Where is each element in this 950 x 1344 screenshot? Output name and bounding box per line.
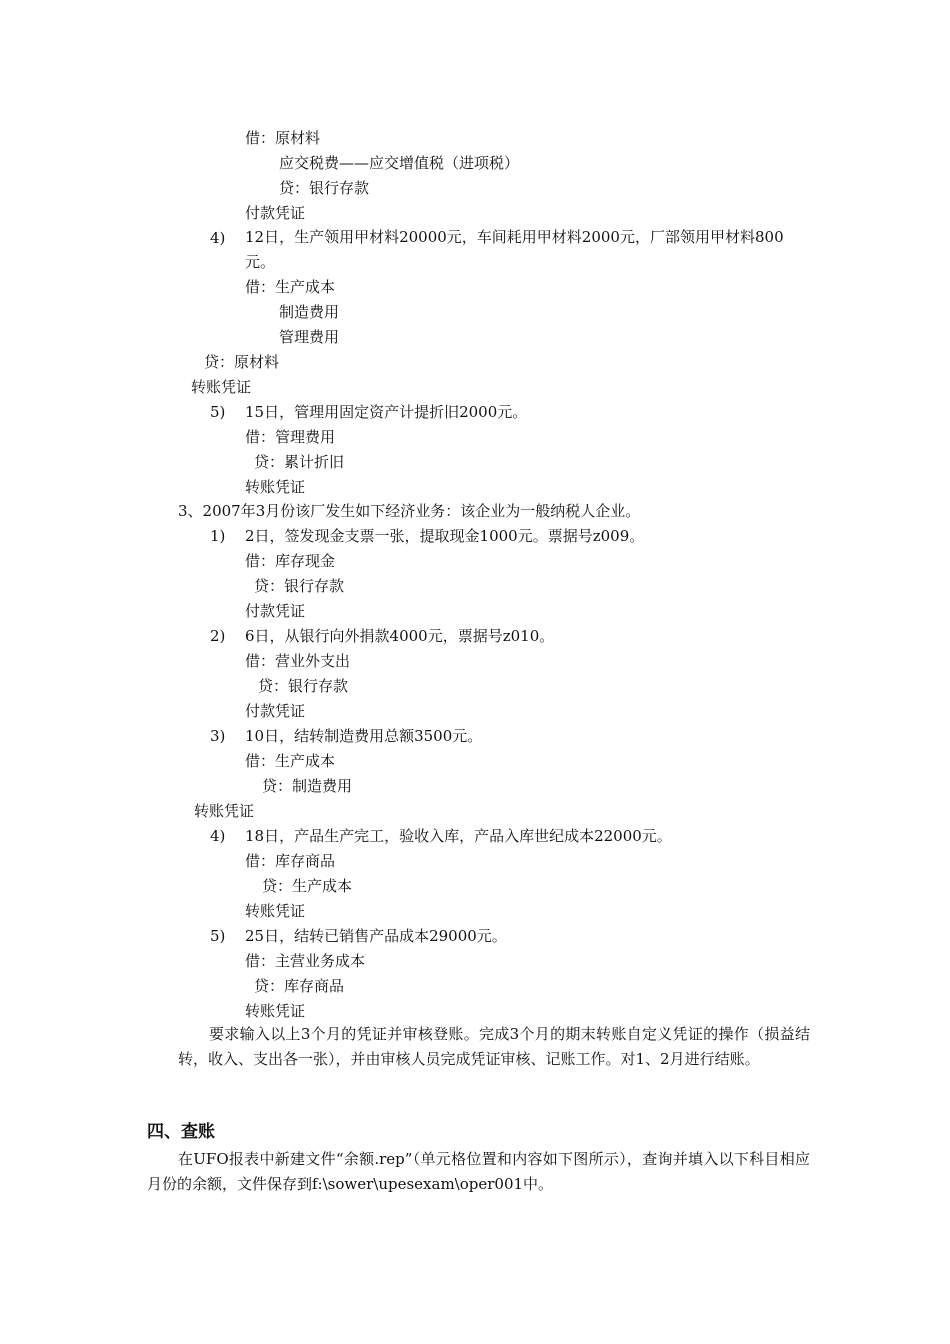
requirements-paragraph: 要求输入以上3个月的凭证并审核登账。完成3个月的期末转账自定义凭证的操作（损益结转，收入、支出各一张），并由审核人员完成凭证审核、记账工作。对1、2月进行结账。	[178, 1025, 810, 1068]
debit-line: 借：管理费用	[245, 428, 336, 446]
credit-line: 贷：制造费用	[262, 777, 353, 795]
query-paragraph: 在UFO报表中新建文件“余额.rep”（单元格位置和内容如下图所示），查询并填入以下科目相应月份的余额，文件保存到f:\sower\upesexam\oper001中。	[147, 1150, 810, 1193]
item-text: 18日，产品生产完工，验收入库，产品入库世纪成本22000元。	[245, 827, 672, 845]
item-number: 1)	[210, 527, 226, 545]
item-number: 4)	[210, 229, 226, 247]
credit-line: 贷：库存商品	[254, 977, 345, 995]
credit-line: 贷：原材料	[204, 353, 280, 371]
item-number: 3)	[210, 727, 226, 745]
voucher-type: 付款凭证	[245, 602, 306, 620]
debit-line: 应交税费——应交增值税（进项税）	[279, 154, 520, 172]
section-heading: 四、查账	[147, 1122, 215, 1142]
voucher-type: 转账凭证	[245, 478, 306, 496]
debit-line: 借：生产成本	[245, 752, 336, 770]
debit-line: 管理费用	[279, 328, 340, 346]
debit-line: 借：原材料	[245, 129, 321, 147]
month-header: 3、2007年3月份该厂发生如下经济业务：该企业为一般纳税人企业。	[178, 502, 641, 520]
debit-line: 借：库存商品	[245, 852, 336, 870]
voucher-type: 转账凭证	[194, 802, 255, 820]
item-text: 6日，从银行向外捐款4000元，票据号z010。	[245, 627, 555, 645]
debit-line: 借：主营业务成本	[245, 952, 366, 970]
item-text: 2日，签发现金支票一张，提取现金1000元。票据号z009。	[245, 527, 645, 545]
voucher-type: 转账凭证	[191, 378, 252, 396]
voucher-type: 付款凭证	[245, 204, 306, 222]
voucher-type: 付款凭证	[245, 702, 306, 720]
item-number: 5)	[210, 403, 226, 421]
item-number: 5)	[210, 927, 226, 945]
debit-line: 借：营业外支出	[245, 652, 351, 670]
item-text: 15日，管理用固定资产计提折旧2000元。	[245, 403, 528, 421]
item-text: 25日，结转已销售产品成本29000元。	[245, 927, 507, 945]
credit-line: 贷：银行存款	[254, 577, 345, 595]
item-text: 12日，生产领用甲材料20000元，车间耗用甲材料2000元，厂部领用甲材料800元。	[245, 228, 784, 271]
debit-line: 制造费用	[279, 303, 340, 321]
credit-line: 贷：生产成本	[262, 877, 353, 895]
credit-line: 贷：银行存款	[279, 179, 370, 197]
item-number: 2)	[210, 627, 226, 645]
item-text: 10日，结转制造费用总额3500元。	[245, 727, 483, 745]
debit-line: 借：生产成本	[245, 278, 336, 296]
debit-line: 借：库存现金	[245, 552, 336, 570]
item-number: 4)	[210, 827, 226, 845]
voucher-type: 转账凭证	[245, 902, 306, 920]
credit-line: 贷：银行存款	[258, 677, 349, 695]
voucher-type: 转账凭证	[245, 1002, 306, 1020]
credit-line: 贷：累计折旧	[254, 453, 345, 471]
